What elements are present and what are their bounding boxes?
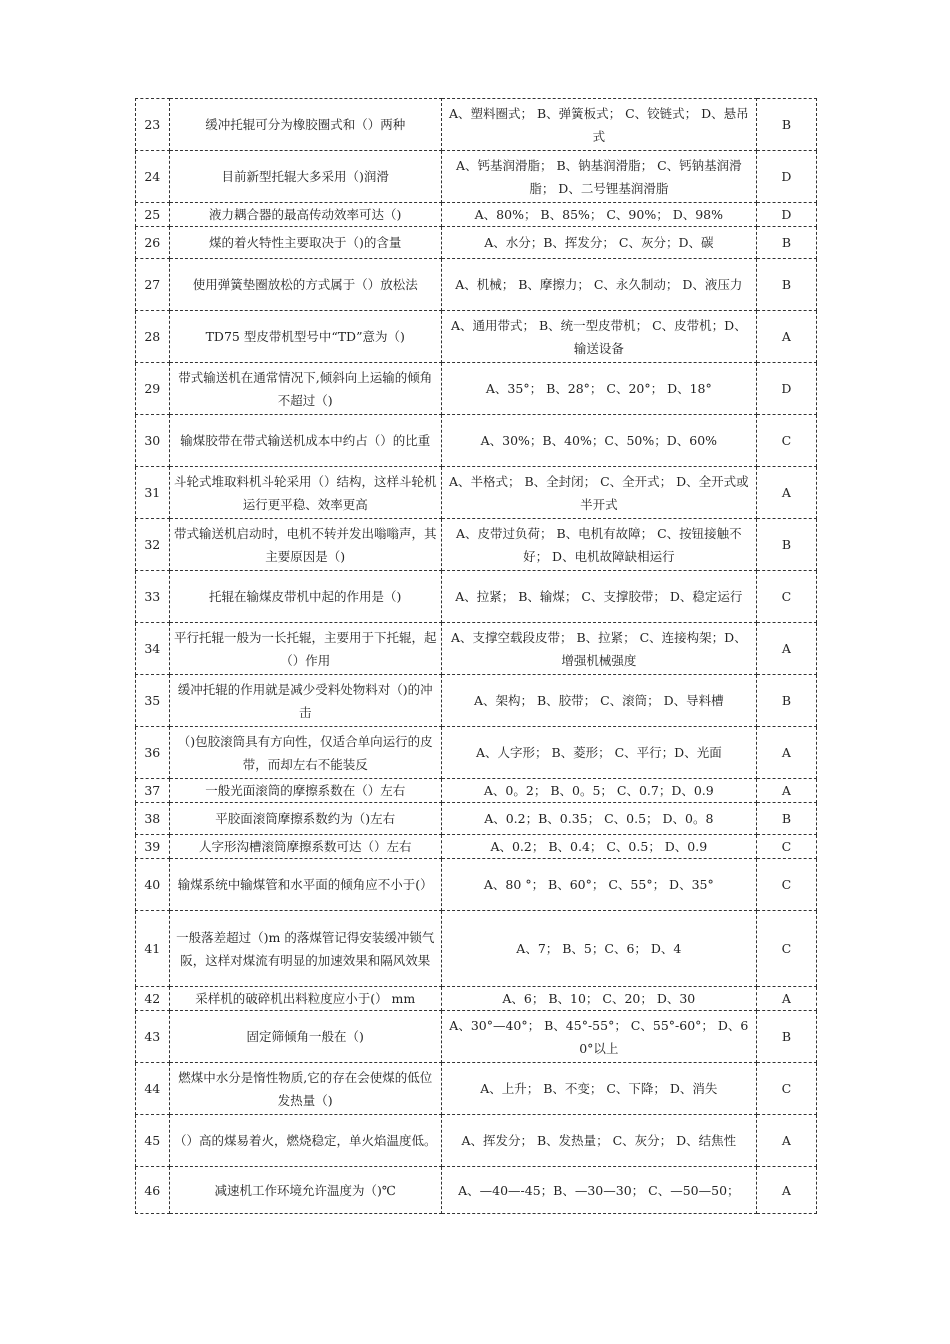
answer-options: A、人字形； B、菱形； C、平行；D、光面 bbox=[441, 727, 756, 779]
answer-options: A、30°—40°； B、45°-55°； C、55°-60°； D、60°以上 bbox=[441, 1011, 756, 1063]
question-text: 采样机的破碎机出料粒度应小于(） mm bbox=[169, 987, 441, 1011]
question-text: 固定筛倾角一般在（) bbox=[169, 1011, 441, 1063]
correct-answer: A bbox=[756, 1115, 816, 1167]
question-number: 41 bbox=[136, 911, 170, 987]
table-row bbox=[136, 623, 817, 675]
table-row bbox=[136, 227, 817, 259]
question-number: 25 bbox=[136, 203, 170, 227]
table-row bbox=[136, 519, 817, 571]
table-row bbox=[136, 571, 817, 623]
correct-answer: A bbox=[756, 623, 816, 675]
table-row bbox=[136, 803, 817, 835]
question-text: 煤的着火特性主要取决于（)的含量 bbox=[169, 227, 441, 259]
answer-options: A、80%； B、85%； C、90%； D、98% bbox=[441, 203, 756, 227]
table-row bbox=[136, 151, 817, 203]
question-text: 托辊在输煤皮带机中起的作用是（) bbox=[169, 571, 441, 623]
question-text: 输煤系统中输煤管和水平面的倾角应不小于(） bbox=[169, 859, 441, 911]
table-row bbox=[136, 99, 817, 151]
question-number: 40 bbox=[136, 859, 170, 911]
question-number: 32 bbox=[136, 519, 170, 571]
table-row bbox=[136, 911, 817, 987]
question-number: 39 bbox=[136, 835, 170, 859]
answer-options: A、通用带式； B、统一型皮带机； C、皮带机；D、输送设备 bbox=[441, 311, 756, 363]
question-text: 平胶面滚筒摩擦系数约为（)左右 bbox=[169, 803, 441, 835]
question-text: 燃煤中水分是惰性物质,它的存在会使煤的低位发热量（) bbox=[169, 1063, 441, 1115]
question-text: 使用弹簧垫圈放松的方式属于（）放松法 bbox=[169, 259, 441, 311]
question-number: 38 bbox=[136, 803, 170, 835]
table-row bbox=[136, 675, 817, 727]
answer-options: A、架构； B、胶带； C、滚筒； D、导料槽 bbox=[441, 675, 756, 727]
answer-options: A、拉紧； B、输煤； C、支撑胶带； D、稳定运行 bbox=[441, 571, 756, 623]
question-number: 44 bbox=[136, 1063, 170, 1115]
question-number: 27 bbox=[136, 259, 170, 311]
table-row bbox=[136, 727, 817, 779]
answer-options: A、水分；B、挥发分； C、灰分；D、碳 bbox=[441, 227, 756, 259]
question-text: （）高的煤易着火，燃烧稳定，单火焰温度低。 bbox=[169, 1115, 441, 1167]
question-text: 带式输送机启动时，电机不转并发出嗡嗡声，其主要原因是（) bbox=[169, 519, 441, 571]
table-row bbox=[136, 835, 817, 859]
correct-answer: B bbox=[756, 259, 816, 311]
correct-answer: A bbox=[756, 987, 816, 1011]
question-number: 24 bbox=[136, 151, 170, 203]
correct-answer: D bbox=[756, 363, 816, 415]
question-number: 43 bbox=[136, 1011, 170, 1063]
table-row bbox=[136, 859, 817, 911]
table-row bbox=[136, 1011, 817, 1063]
question-text: 一般落差超过（)m 的落煤管记得安装缓冲锁气阪，这样对煤流有明显的加速效果和隔风效果 bbox=[169, 911, 441, 987]
table-row bbox=[136, 779, 817, 803]
table-row bbox=[136, 363, 817, 415]
answer-options: A、7； B、5；C、6； D、4 bbox=[441, 911, 756, 987]
correct-answer: B bbox=[756, 227, 816, 259]
correct-answer: C bbox=[756, 1063, 816, 1115]
correct-answer: B bbox=[756, 1011, 816, 1063]
question-number: 35 bbox=[136, 675, 170, 727]
correct-answer: A bbox=[756, 467, 816, 519]
question-text: 目前新型托辊大多采用（)润滑 bbox=[169, 151, 441, 203]
question-number: 26 bbox=[136, 227, 170, 259]
question-number: 36 bbox=[136, 727, 170, 779]
correct-answer: A bbox=[756, 779, 816, 803]
answer-options: A、机械； B、摩擦力； C、永久制动； D、液压力 bbox=[441, 259, 756, 311]
correct-answer: C bbox=[756, 415, 816, 467]
answer-options: A、—40—-45；B、—30—30； C、—50—50； bbox=[441, 1167, 756, 1214]
question-text: 斗轮式堆取料机斗轮采用（）结构，这样斗轮机运行更平稳、效率更高 bbox=[169, 467, 441, 519]
question-number: 42 bbox=[136, 987, 170, 1011]
question-text: 缓冲托辊的作用就是减少受料处物料对（)的冲击 bbox=[169, 675, 441, 727]
question-text: 带式输送机在通常情况下,倾斜向上运输的倾角不超过（) bbox=[169, 363, 441, 415]
table-row bbox=[136, 1063, 817, 1115]
question-text: 缓冲托辊可分为橡胶圈式和（）两种 bbox=[169, 99, 441, 151]
table-row bbox=[136, 1115, 817, 1167]
correct-answer: B bbox=[756, 519, 816, 571]
answer-options: A、0.2；B、0.35； C、0.5； D、0。8 bbox=[441, 803, 756, 835]
correct-answer: A bbox=[756, 727, 816, 779]
table-row bbox=[136, 467, 817, 519]
question-text: 一般光面滚筒的摩擦系数在（）左右 bbox=[169, 779, 441, 803]
table-row bbox=[136, 987, 817, 1011]
correct-answer: D bbox=[756, 203, 816, 227]
correct-answer: C bbox=[756, 859, 816, 911]
answer-options: A、6； B、10； C、20； D、30 bbox=[441, 987, 756, 1011]
answer-options: A、35°； B、28°； C、20°； D、18° bbox=[441, 363, 756, 415]
question-number: 37 bbox=[136, 779, 170, 803]
question-number: 29 bbox=[136, 363, 170, 415]
question-number: 31 bbox=[136, 467, 170, 519]
answer-options: A、30%；B、40%；C、50%；D、60% bbox=[441, 415, 756, 467]
answer-options: A、上升； B、不变； C、下降； D、消失 bbox=[441, 1063, 756, 1115]
table-row bbox=[136, 1167, 817, 1214]
answer-options: A、半格式； B、全封闭； C、全开式； D、全开式或半开式 bbox=[441, 467, 756, 519]
table-row bbox=[136, 415, 817, 467]
correct-answer: B bbox=[756, 99, 816, 151]
question-number: 33 bbox=[136, 571, 170, 623]
question-table bbox=[135, 98, 817, 1214]
answer-options: A、0。2； B、0。5； C、0.7；D、0.9 bbox=[441, 779, 756, 803]
question-text: 平行托辊一般为一长托辊，主要用于下托辊，起（）作用 bbox=[169, 623, 441, 675]
question-text: 人字形沟槽滚筒摩擦系数可达（）左右 bbox=[169, 835, 441, 859]
answer-options: A、皮带过负荷； B、电机有故障； C、按钮接触不好； D、电机故障缺相运行 bbox=[441, 519, 756, 571]
correct-answer: C bbox=[756, 911, 816, 987]
table-row bbox=[136, 203, 817, 227]
correct-answer: A bbox=[756, 1167, 816, 1214]
question-text: 液力耦合器的最高传动效率可达（) bbox=[169, 203, 441, 227]
answer-options: A、钙基润滑脂； B、钠基润滑脂； C、钙钠基润滑脂； D、二号锂基润滑脂 bbox=[441, 151, 756, 203]
question-number: 30 bbox=[136, 415, 170, 467]
question-text: TD75 型皮带机型号中“TD”意为（) bbox=[169, 311, 441, 363]
question-number: 45 bbox=[136, 1115, 170, 1167]
question-text: （)包胶滚筒具有方向性，仅适合单向运行的皮带，而却左右不能装反 bbox=[169, 727, 441, 779]
table-row bbox=[136, 311, 817, 363]
question-text: 减速机工作环境允许温度为（)℃ bbox=[169, 1167, 441, 1214]
question-number: 28 bbox=[136, 311, 170, 363]
answer-options: A、挥发分； B、发热量； C、灰分； D、结焦性 bbox=[441, 1115, 756, 1167]
correct-answer: B bbox=[756, 803, 816, 835]
correct-answer: C bbox=[756, 571, 816, 623]
correct-answer: A bbox=[756, 311, 816, 363]
question-number: 34 bbox=[136, 623, 170, 675]
correct-answer: C bbox=[756, 835, 816, 859]
answer-options: A、塑料圈式； B、弹簧板式； C、铰链式； D、悬吊式 bbox=[441, 99, 756, 151]
correct-answer: B bbox=[756, 675, 816, 727]
answer-options: A、80 °； B、60°； C、55°； D、35° bbox=[441, 859, 756, 911]
table-row bbox=[136, 259, 817, 311]
answer-options: A、0.2； B、0.4； C、0.5； D、0.9 bbox=[441, 835, 756, 859]
question-number: 23 bbox=[136, 99, 170, 151]
question-text: 输煤胶带在带式输送机成本中约占（）的比重 bbox=[169, 415, 441, 467]
answer-options: A、支撑空载段皮带； B、拉紧； C、连接构架；D、增强机械强度 bbox=[441, 623, 756, 675]
question-number: 46 bbox=[136, 1167, 170, 1214]
correct-answer: D bbox=[756, 151, 816, 203]
